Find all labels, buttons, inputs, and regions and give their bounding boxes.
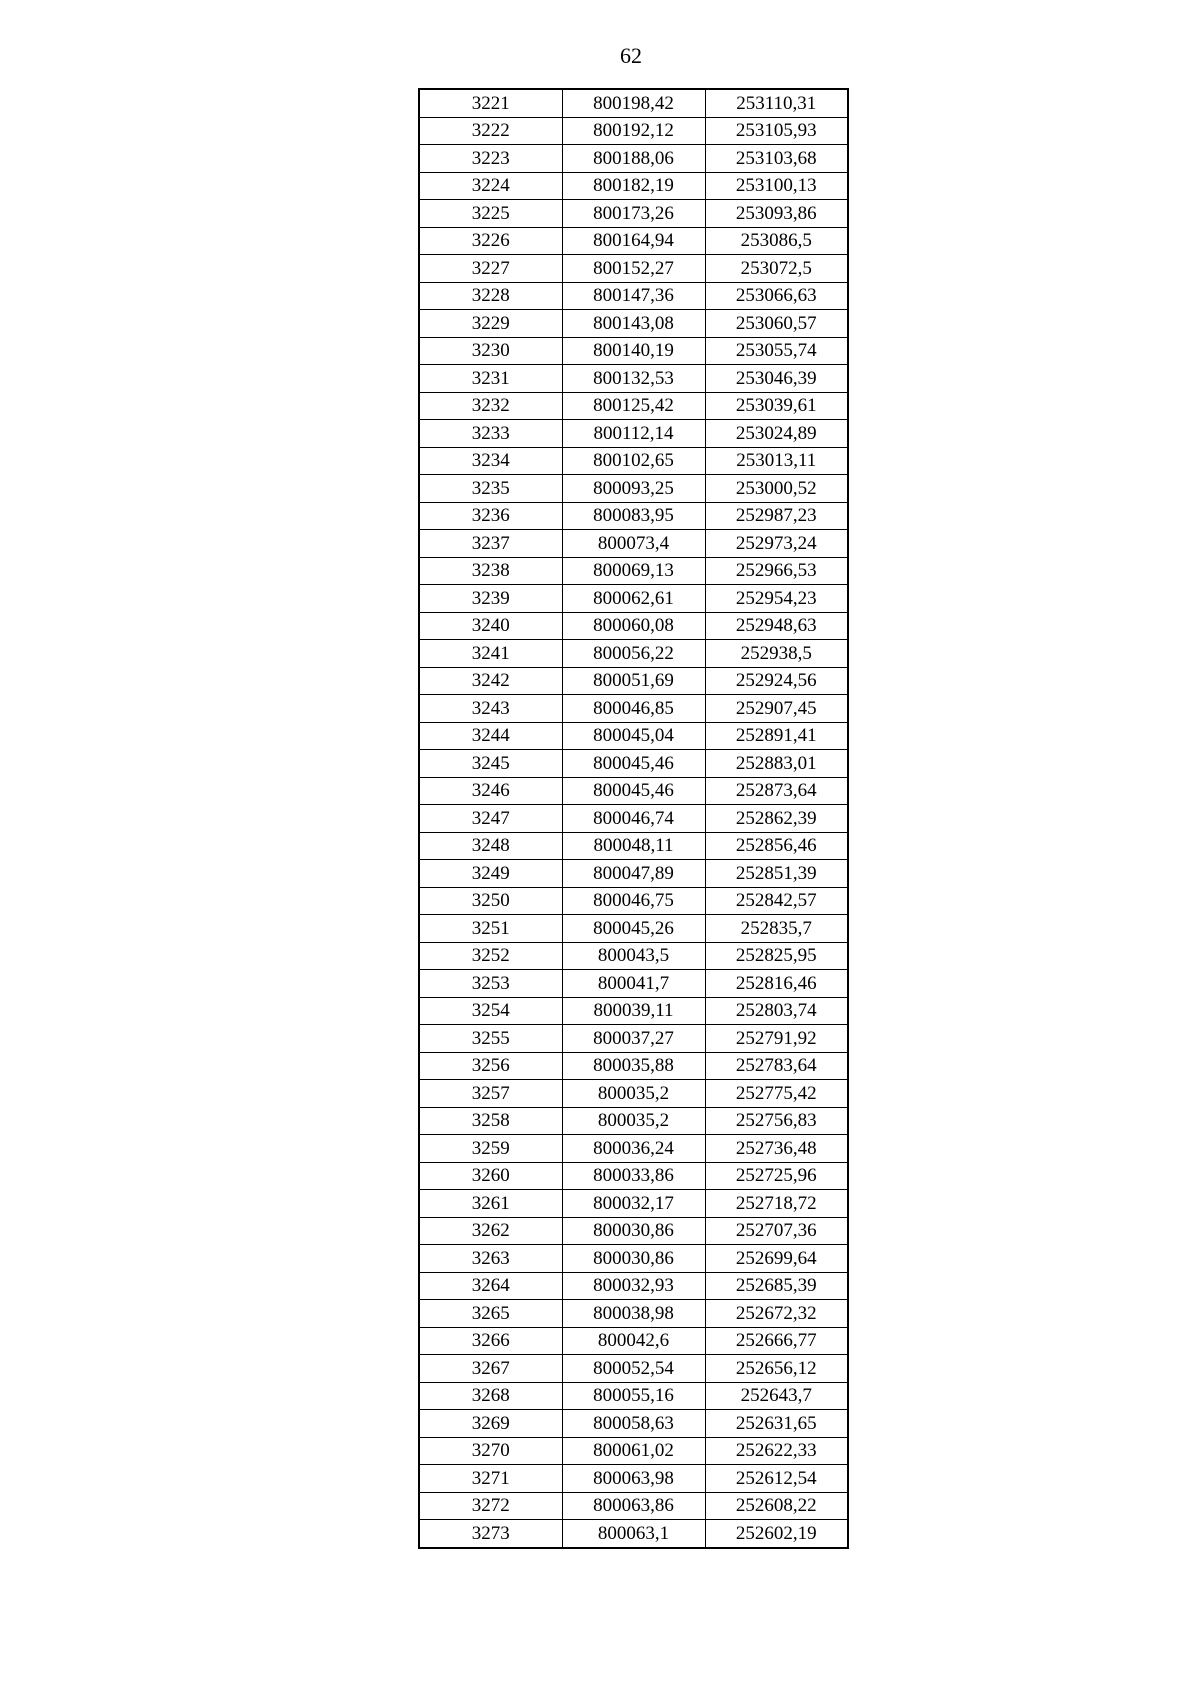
- table-row: [419, 585, 848, 613]
- table-row: [419, 145, 848, 173]
- table-row: [419, 860, 848, 888]
- y-coordinate-cell: 252725,96: [705, 1162, 848, 1190]
- table-row: [419, 1162, 848, 1190]
- point-number-cell: 3225: [419, 200, 562, 228]
- point-number-cell: 3244: [419, 722, 562, 750]
- x-coordinate-cell: 800182,19: [562, 172, 705, 200]
- y-coordinate-cell: 252825,95: [705, 942, 848, 970]
- point-number-cell: 3230: [419, 337, 562, 365]
- point-number-cell: 3264: [419, 1272, 562, 1300]
- y-coordinate-cell: 252891,41: [705, 722, 848, 750]
- point-number-cell: 3258: [419, 1107, 562, 1135]
- x-coordinate-cell: 800035,2: [562, 1107, 705, 1135]
- y-coordinate-cell: 252938,5: [705, 640, 848, 668]
- point-number-cell: 3265: [419, 1300, 562, 1328]
- table-row: [419, 392, 848, 420]
- x-coordinate-cell: 800048,11: [562, 832, 705, 860]
- y-coordinate-cell: 252851,39: [705, 860, 848, 888]
- x-coordinate-cell: 800073,4: [562, 530, 705, 558]
- point-number-cell: 3271: [419, 1465, 562, 1493]
- x-coordinate-cell: 800041,7: [562, 970, 705, 998]
- table-row: [419, 172, 848, 200]
- y-coordinate-cell: 253103,68: [705, 145, 848, 173]
- table-row: [419, 117, 848, 145]
- point-number-cell: 3232: [419, 392, 562, 420]
- table-row: [419, 887, 848, 915]
- point-number-cell: 3252: [419, 942, 562, 970]
- y-coordinate-cell: 252666,77: [705, 1327, 848, 1355]
- table-row: [419, 475, 848, 503]
- x-coordinate-cell: 800046,75: [562, 887, 705, 915]
- point-number-cell: 3269: [419, 1410, 562, 1438]
- table-row: [419, 1465, 848, 1493]
- y-coordinate-cell: 252718,72: [705, 1190, 848, 1218]
- y-coordinate-cell: 253060,57: [705, 310, 848, 338]
- point-number-cell: 3227: [419, 255, 562, 283]
- point-number-cell: 3235: [419, 475, 562, 503]
- y-coordinate-cell: 252699,64: [705, 1245, 848, 1273]
- x-coordinate-cell: 800045,26: [562, 915, 705, 943]
- y-coordinate-cell: 252612,54: [705, 1465, 848, 1493]
- table-row: [419, 255, 848, 283]
- table-row: [419, 640, 848, 668]
- x-coordinate-cell: 800033,86: [562, 1162, 705, 1190]
- table-row: [419, 997, 848, 1025]
- x-coordinate-cell: 800062,61: [562, 585, 705, 613]
- y-coordinate-cell: 252973,24: [705, 530, 848, 558]
- point-number-cell: 3240: [419, 612, 562, 640]
- x-coordinate-cell: 800102,65: [562, 447, 705, 475]
- point-number-cell: 3262: [419, 1217, 562, 1245]
- x-coordinate-cell: 800039,11: [562, 997, 705, 1025]
- table-row: [419, 695, 848, 723]
- point-number-cell: 3248: [419, 832, 562, 860]
- point-number-cell: 3238: [419, 557, 562, 585]
- point-number-cell: 3261: [419, 1190, 562, 1218]
- x-coordinate-cell: 800045,46: [562, 777, 705, 805]
- y-coordinate-cell: 252775,42: [705, 1080, 848, 1108]
- x-coordinate-cell: 800056,22: [562, 640, 705, 668]
- y-coordinate-cell: 252873,64: [705, 777, 848, 805]
- y-coordinate-cell: 252816,46: [705, 970, 848, 998]
- point-number-cell: 3246: [419, 777, 562, 805]
- x-coordinate-cell: 800032,93: [562, 1272, 705, 1300]
- x-coordinate-cell: 800038,98: [562, 1300, 705, 1328]
- x-coordinate-cell: 800045,04: [562, 722, 705, 750]
- x-coordinate-cell: 800147,36: [562, 282, 705, 310]
- y-coordinate-cell: 252631,65: [705, 1410, 848, 1438]
- point-number-cell: 3249: [419, 860, 562, 888]
- point-number-cell: 3272: [419, 1492, 562, 1520]
- table-row: [419, 310, 848, 338]
- table-row: [419, 1245, 848, 1273]
- table-row: [419, 1052, 848, 1080]
- x-coordinate-cell: 800032,17: [562, 1190, 705, 1218]
- table-row: [419, 337, 848, 365]
- x-coordinate-cell: 800164,94: [562, 227, 705, 255]
- x-coordinate-cell: 800036,24: [562, 1135, 705, 1163]
- point-number-cell: 3270: [419, 1437, 562, 1465]
- table-row: [419, 1355, 848, 1383]
- y-coordinate-cell: 252842,57: [705, 887, 848, 915]
- table-row: [419, 612, 848, 640]
- y-coordinate-cell: 253024,89: [705, 420, 848, 448]
- y-coordinate-cell: 252685,39: [705, 1272, 848, 1300]
- point-number-cell: 3256: [419, 1052, 562, 1080]
- table-row: [419, 1190, 848, 1218]
- table-row: [419, 89, 848, 117]
- coordinates-table-body: [419, 89, 848, 1548]
- point-number-cell: 3234: [419, 447, 562, 475]
- table-row: [419, 1080, 848, 1108]
- point-number-cell: 3242: [419, 667, 562, 695]
- x-coordinate-cell: 800045,46: [562, 750, 705, 778]
- y-coordinate-cell: 253055,74: [705, 337, 848, 365]
- y-coordinate-cell: 252756,83: [705, 1107, 848, 1135]
- y-coordinate-cell: 252656,12: [705, 1355, 848, 1383]
- x-coordinate-cell: 800083,95: [562, 502, 705, 530]
- y-coordinate-cell: 252924,56: [705, 667, 848, 695]
- x-coordinate-cell: 800063,98: [562, 1465, 705, 1493]
- y-coordinate-cell: 253066,63: [705, 282, 848, 310]
- x-coordinate-cell: 800046,74: [562, 805, 705, 833]
- table-row: [419, 227, 848, 255]
- table-row: [419, 915, 848, 943]
- y-coordinate-cell: 252883,01: [705, 750, 848, 778]
- x-coordinate-cell: 800035,88: [562, 1052, 705, 1080]
- table-row: [419, 530, 848, 558]
- x-coordinate-cell: 800035,2: [562, 1080, 705, 1108]
- table-row: [419, 1520, 848, 1548]
- y-coordinate-cell: 252622,33: [705, 1437, 848, 1465]
- table-row: [419, 1135, 848, 1163]
- y-coordinate-cell: 252987,23: [705, 502, 848, 530]
- y-coordinate-cell: 252966,53: [705, 557, 848, 585]
- point-number-cell: 3250: [419, 887, 562, 915]
- coordinates-table: [418, 88, 849, 1549]
- point-number-cell: 3228: [419, 282, 562, 310]
- point-number-cell: 3239: [419, 585, 562, 613]
- point-number-cell: 3223: [419, 145, 562, 173]
- y-coordinate-cell: 253013,11: [705, 447, 848, 475]
- table-row: [419, 1107, 848, 1135]
- table-row: [419, 970, 848, 998]
- point-number-cell: 3229: [419, 310, 562, 338]
- x-coordinate-cell: 800112,14: [562, 420, 705, 448]
- x-coordinate-cell: 800063,86: [562, 1492, 705, 1520]
- table-row: [419, 1437, 848, 1465]
- y-coordinate-cell: 252783,64: [705, 1052, 848, 1080]
- point-number-cell: 3257: [419, 1080, 562, 1108]
- table-row: [419, 502, 848, 530]
- x-coordinate-cell: 800043,5: [562, 942, 705, 970]
- x-coordinate-cell: 800037,27: [562, 1025, 705, 1053]
- y-coordinate-cell: 252835,7: [705, 915, 848, 943]
- y-coordinate-cell: 252608,22: [705, 1492, 848, 1520]
- x-coordinate-cell: 800152,27: [562, 255, 705, 283]
- point-number-cell: 3243: [419, 695, 562, 723]
- y-coordinate-cell: 252954,23: [705, 585, 848, 613]
- y-coordinate-cell: 253100,13: [705, 172, 848, 200]
- y-coordinate-cell: 253039,61: [705, 392, 848, 420]
- point-number-cell: 3267: [419, 1355, 562, 1383]
- x-coordinate-cell: 800061,02: [562, 1437, 705, 1465]
- point-number-cell: 3233: [419, 420, 562, 448]
- x-coordinate-cell: 800140,19: [562, 337, 705, 365]
- page-number: 62: [620, 43, 642, 68]
- x-coordinate-cell: 800058,63: [562, 1410, 705, 1438]
- y-coordinate-cell: 252602,19: [705, 1520, 848, 1548]
- x-coordinate-cell: 800198,42: [562, 89, 705, 117]
- y-coordinate-cell: 252791,92: [705, 1025, 848, 1053]
- table-row: [419, 750, 848, 778]
- table-row: [419, 420, 848, 448]
- point-number-cell: 3259: [419, 1135, 562, 1163]
- table-row: [419, 1327, 848, 1355]
- y-coordinate-cell: 253093,86: [705, 200, 848, 228]
- point-number-cell: 3224: [419, 172, 562, 200]
- y-coordinate-cell: 253072,5: [705, 255, 848, 283]
- point-number-cell: 3251: [419, 915, 562, 943]
- point-number-cell: 3231: [419, 365, 562, 393]
- y-coordinate-cell: 252862,39: [705, 805, 848, 833]
- y-coordinate-cell: 252907,45: [705, 695, 848, 723]
- x-coordinate-cell: 800125,42: [562, 392, 705, 420]
- y-coordinate-cell: 252856,46: [705, 832, 848, 860]
- table-row: [419, 1025, 848, 1053]
- y-coordinate-cell: 253046,39: [705, 365, 848, 393]
- x-coordinate-cell: 800173,26: [562, 200, 705, 228]
- point-number-cell: 3241: [419, 640, 562, 668]
- point-number-cell: 3245: [419, 750, 562, 778]
- y-coordinate-cell: 253086,5: [705, 227, 848, 255]
- x-coordinate-cell: 800042,6: [562, 1327, 705, 1355]
- y-coordinate-cell: 253110,31: [705, 89, 848, 117]
- y-coordinate-cell: 252707,36: [705, 1217, 848, 1245]
- table-row: [419, 722, 848, 750]
- x-coordinate-cell: 800046,85: [562, 695, 705, 723]
- x-coordinate-cell: 800047,89: [562, 860, 705, 888]
- point-number-cell: 3268: [419, 1382, 562, 1410]
- table-row: [419, 447, 848, 475]
- table-row: [419, 832, 848, 860]
- x-coordinate-cell: 800052,54: [562, 1355, 705, 1383]
- x-coordinate-cell: 800051,69: [562, 667, 705, 695]
- point-number-cell: 3273: [419, 1520, 562, 1548]
- table-row: [419, 942, 848, 970]
- point-number-cell: 3222: [419, 117, 562, 145]
- table-row: [419, 200, 848, 228]
- table-row: [419, 667, 848, 695]
- x-coordinate-cell: 800030,86: [562, 1245, 705, 1273]
- x-coordinate-cell: 800143,08: [562, 310, 705, 338]
- point-number-cell: 3247: [419, 805, 562, 833]
- y-coordinate-cell: 253000,52: [705, 475, 848, 503]
- table-row: [419, 557, 848, 585]
- table-row: [419, 1272, 848, 1300]
- y-coordinate-cell: 252803,74: [705, 997, 848, 1025]
- table-row: [419, 1217, 848, 1245]
- point-number-cell: 3266: [419, 1327, 562, 1355]
- point-number-cell: 3254: [419, 997, 562, 1025]
- x-coordinate-cell: 800093,25: [562, 475, 705, 503]
- x-coordinate-cell: 800132,53: [562, 365, 705, 393]
- x-coordinate-cell: 800030,86: [562, 1217, 705, 1245]
- point-number-cell: 3221: [419, 89, 562, 117]
- x-coordinate-cell: 800055,16: [562, 1382, 705, 1410]
- table-row: [419, 805, 848, 833]
- point-number-cell: 3226: [419, 227, 562, 255]
- point-number-cell: 3260: [419, 1162, 562, 1190]
- point-number-cell: 3253: [419, 970, 562, 998]
- table-row: [419, 1492, 848, 1520]
- table-row: [419, 365, 848, 393]
- table-row: [419, 1410, 848, 1438]
- point-number-cell: 3236: [419, 502, 562, 530]
- y-coordinate-cell: 253105,93: [705, 117, 848, 145]
- point-number-cell: 3237: [419, 530, 562, 558]
- table-row: [419, 1382, 848, 1410]
- y-coordinate-cell: 252948,63: [705, 612, 848, 640]
- x-coordinate-cell: 800069,13: [562, 557, 705, 585]
- table-row: [419, 1300, 848, 1328]
- x-coordinate-cell: 800063,1: [562, 1520, 705, 1548]
- x-coordinate-cell: 800188,06: [562, 145, 705, 173]
- x-coordinate-cell: 800060,08: [562, 612, 705, 640]
- y-coordinate-cell: 252736,48: [705, 1135, 848, 1163]
- y-coordinate-cell: 252672,32: [705, 1300, 848, 1328]
- x-coordinate-cell: 800192,12: [562, 117, 705, 145]
- point-number-cell: 3255: [419, 1025, 562, 1053]
- table-row: [419, 282, 848, 310]
- table-row: [419, 777, 848, 805]
- y-coordinate-cell: 252643,7: [705, 1382, 848, 1410]
- point-number-cell: 3263: [419, 1245, 562, 1273]
